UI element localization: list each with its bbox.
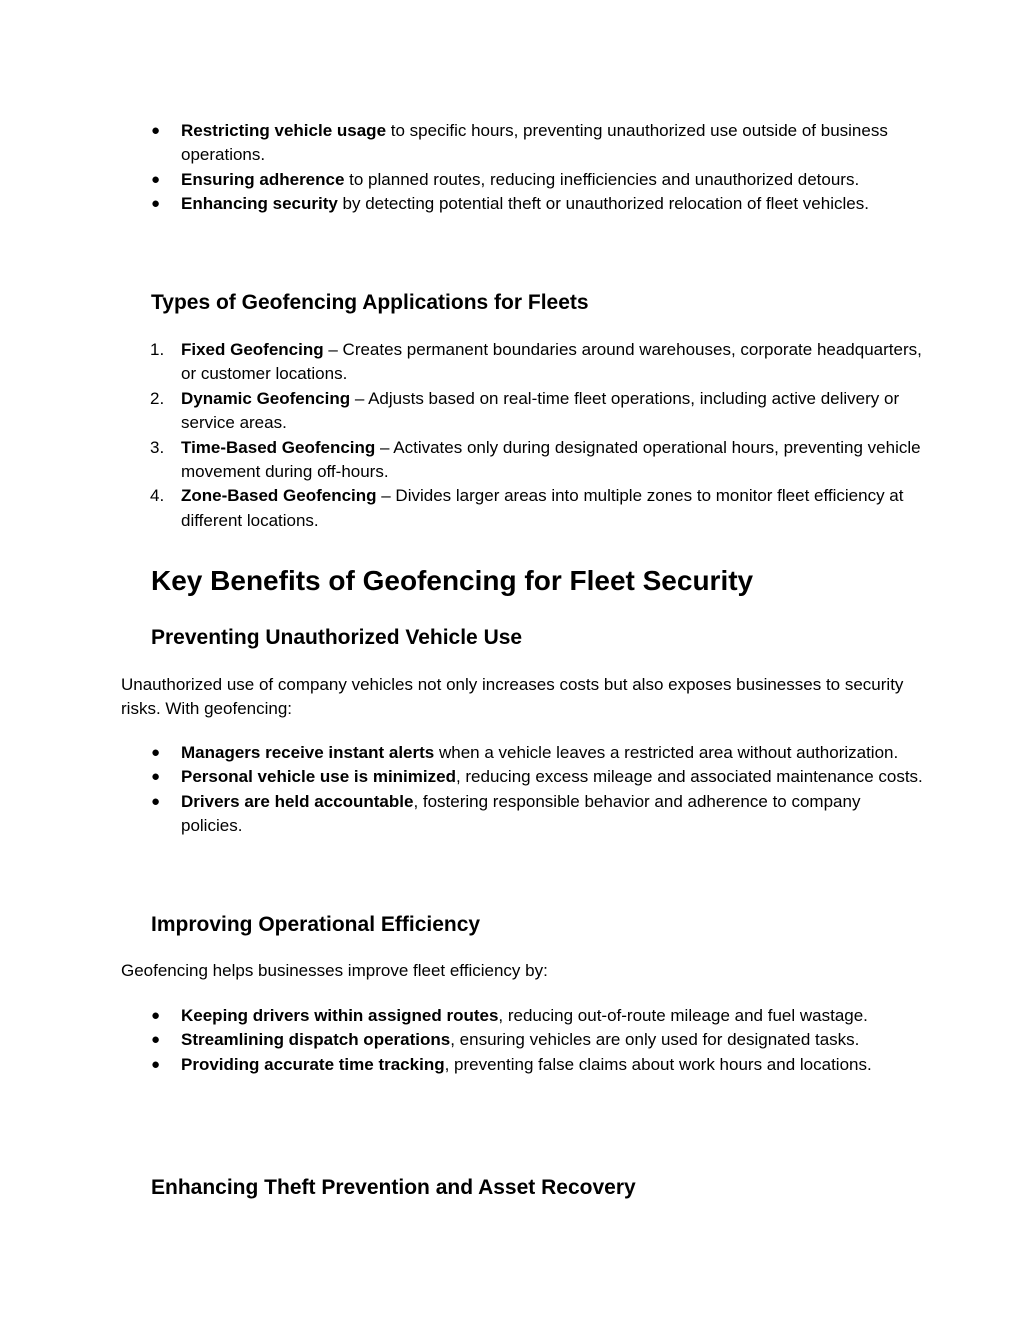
item-text: , ensuring vehicles are only used for designated tasks. <box>450 1030 860 1050</box>
list-item <box>0 387 1024 436</box>
list-item <box>0 484 1024 533</box>
item-lead: Fixed Geofencing <box>181 340 324 359</box>
item-lead: Personal vehicle use is minimized <box>181 767 456 787</box>
item-lead: Managers receive instant alerts <box>181 743 435 762</box>
item-lead: Enhancing security <box>181 194 338 214</box>
types-heading: Types of Geofencing Applications for Fleets <box>151 291 589 314</box>
list-item <box>0 1053 1024 1077</box>
item-text: – Creates permanent boundaries around warehouses, corporate headquarters, or customer locations. <box>181 340 922 384</box>
bullet-marker: ● <box>151 195 161 213</box>
number-marker: 1. <box>150 340 165 359</box>
bullet-marker: ● <box>151 744 161 761</box>
item-text: , reducing out-of-route mileage and fuel wastage. <box>498 1006 868 1025</box>
item-text: by detecting potential theft or unauthorized relocation of fleet vehicles. <box>337 194 869 214</box>
bullet-marker: ● <box>151 768 161 786</box>
item-lead: Providing accurate time tracking <box>181 1054 445 1074</box>
unauthorized-heading: Preventing Unauthorized Vehicle Use <box>151 626 523 649</box>
item-lead: Ensuring adherence <box>181 169 345 189</box>
item-lead: Zone-Based Geofencing <box>181 486 377 506</box>
bullet-marker: ● <box>151 792 161 810</box>
bullet-marker: ● <box>151 1007 161 1024</box>
unauthorized-bullet-list <box>0 741 1024 839</box>
efficiency-bullet-list <box>0 1004 1024 1077</box>
item-text: to specific hours, preventing unauthorized use outside of business operations. <box>181 121 888 165</box>
efficiency-paragraph: Geofencing helps businesses improve fleet efficiency by: <box>121 961 548 980</box>
item-lead: Streamlining dispatch operations <box>181 1030 451 1050</box>
list-item <box>0 765 1024 789</box>
number-marker: 4. <box>150 486 165 506</box>
item-lead: Keeping drivers within assigned routes <box>181 1006 499 1025</box>
item-lead: Dynamic Geofencing <box>181 388 351 408</box>
item-text: when a vehicle leaves a restricted area without authorization. <box>434 743 899 762</box>
list-item <box>0 338 1024 387</box>
bullet-marker: ● <box>151 170 161 188</box>
item-lead: Drivers are held accountable <box>181 791 414 811</box>
list-item <box>0 1028 1024 1052</box>
item-text: , fostering responsible behavior and adherence to company policies. <box>181 791 861 836</box>
list-item <box>0 168 1024 192</box>
item-text: , preventing false claims about work hours and locations. <box>444 1054 872 1074</box>
item-text: to planned routes, reducing inefficiencies and unauthorized detours. <box>344 169 860 189</box>
unauthorized-paragraph: Unauthorized use of company vehicles not only increases costs but also exposes businesses to security risks. With geofencing: <box>121 675 904 719</box>
top-bullet-list <box>0 119 1024 217</box>
number-marker: 2. <box>150 388 165 408</box>
item-lead: Time-Based Geofencing <box>181 437 376 457</box>
item-text: – Divides larger areas into multiple zones to monitor fleet efficiency at different locations. <box>181 486 904 530</box>
item-text: – Adjusts based on real-time fleet operations, including active delivery or service areas. <box>181 388 900 433</box>
benefits-heading: Key Benefits of Geofencing for Fleet Security <box>151 565 754 596</box>
bullet-marker: ● <box>151 1055 161 1073</box>
item-lead: Restricting vehicle usage <box>181 121 387 140</box>
bullet-marker: ● <box>151 1031 161 1049</box>
list-item <box>0 741 1024 765</box>
item-text: , reducing excess mileage and associated maintenance costs. <box>455 767 923 787</box>
list-item <box>0 436 1024 485</box>
item-text: – Activates only during designated operational hours, preventing vehicle movement during off-hours. <box>181 437 921 482</box>
list-item <box>0 192 1024 216</box>
theft-heading: Enhancing Theft Prevention and Asset Recovery <box>151 1176 636 1199</box>
bullet-marker: ● <box>151 122 161 139</box>
efficiency-heading: Improving Operational Efficiency <box>151 913 481 936</box>
list-item <box>0 790 1024 839</box>
number-marker: 3. <box>150 437 165 457</box>
list-item <box>0 119 1024 168</box>
types-numbered-list <box>0 338 1024 533</box>
list-item <box>0 1004 1024 1028</box>
